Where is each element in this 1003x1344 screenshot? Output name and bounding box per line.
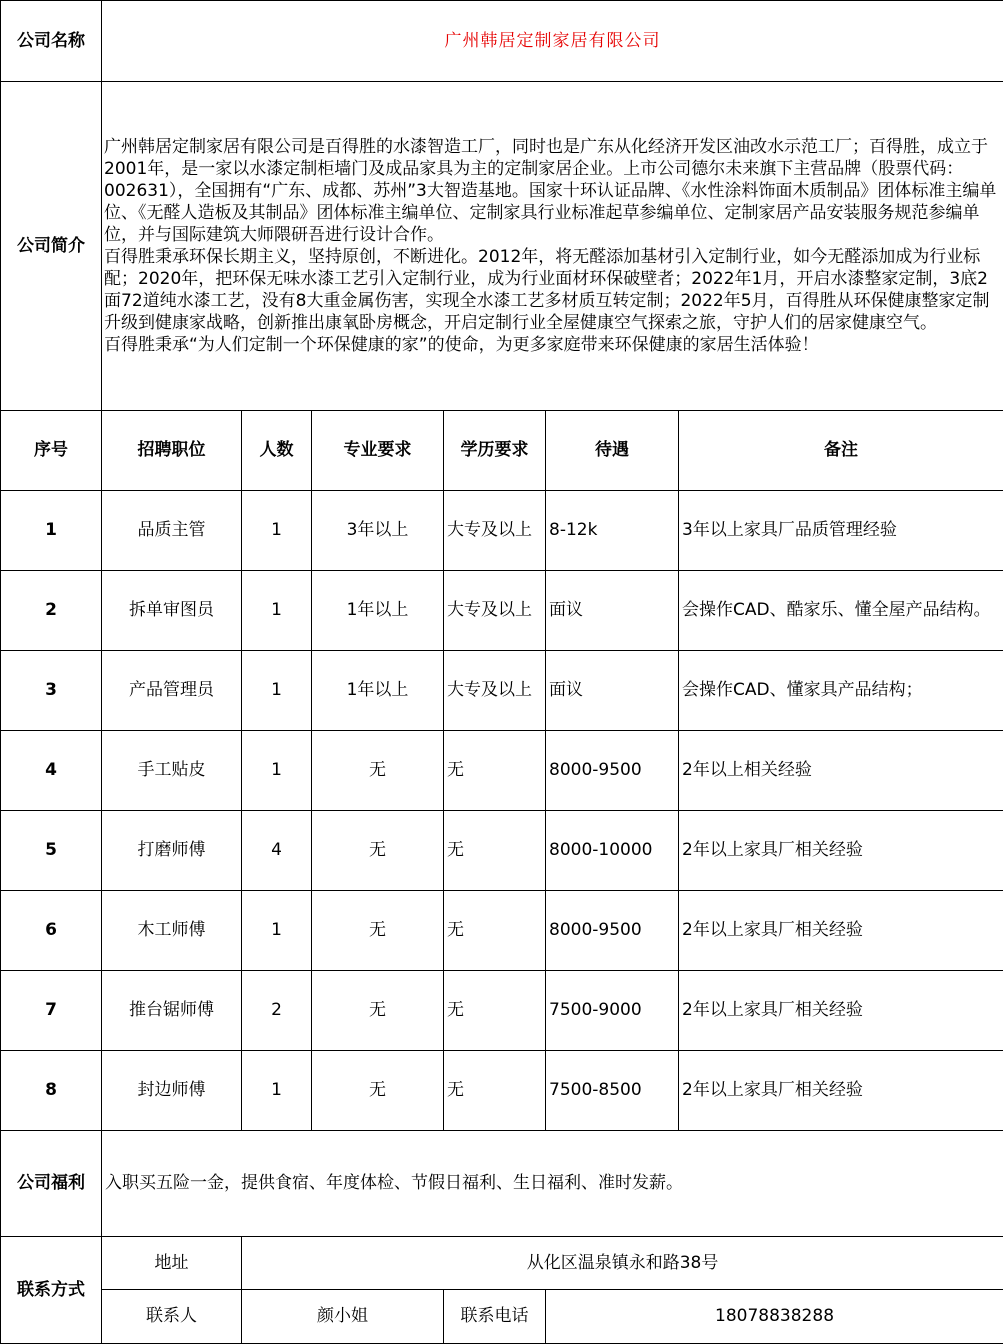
job-education: 大专及以上 xyxy=(444,651,546,731)
job-education: 无 xyxy=(444,891,546,971)
phone-label: 联系电话 xyxy=(444,1290,546,1344)
intro-paragraph: 百得胜秉承“为人们定制一个环保健康的家”的使命，为更多家庭带来环保健康的家居生活体验！ xyxy=(104,334,999,356)
job-position: 手工贴皮 xyxy=(102,731,242,811)
column-header: 序号 xyxy=(1,411,102,491)
job-education: 无 xyxy=(444,811,546,891)
column-header: 学历要求 xyxy=(444,411,546,491)
job-education: 无 xyxy=(444,731,546,811)
jobs-header-row xyxy=(1,411,1003,491)
contact-person-label: 联系人 xyxy=(102,1290,242,1344)
table-row xyxy=(1,811,1003,891)
benefits-row xyxy=(1,1131,1003,1237)
job-education: 大专及以上 xyxy=(444,571,546,651)
column-header: 备注 xyxy=(679,411,1003,491)
company-intro xyxy=(102,82,1003,411)
contact-person-value: 颜小姐 xyxy=(242,1290,444,1344)
job-seq: 7 xyxy=(1,971,102,1051)
benefits-text: 入职买五险一金，提供食宿、年度体检、节假日福利、生日福利、准时发薪。 xyxy=(102,1131,1003,1237)
job-experience: 1年以上 xyxy=(312,651,444,731)
job-position: 封边师傅 xyxy=(102,1051,242,1131)
job-experience: 无 xyxy=(312,811,444,891)
contact-row-person xyxy=(1,1290,1003,1344)
address-value: 从化区温泉镇永和路38号 xyxy=(242,1237,1003,1290)
job-education: 无 xyxy=(444,971,546,1051)
table-row xyxy=(1,891,1003,971)
job-remark: 会操作CAD、懂家具产品结构； xyxy=(679,651,1003,731)
job-headcount: 2 xyxy=(242,971,312,1051)
job-salary: 8000-9500 xyxy=(546,731,679,811)
job-experience: 3年以上 xyxy=(312,491,444,571)
company-intro-label: 公司简介 xyxy=(1,82,102,411)
job-headcount: 4 xyxy=(242,811,312,891)
table-row xyxy=(1,571,1003,651)
job-headcount: 1 xyxy=(242,1051,312,1131)
job-headcount: 1 xyxy=(242,651,312,731)
job-remark: 2年以上相关经验 xyxy=(679,731,1003,811)
intro-paragraph: 百得胜秉承环保长期主义，坚持原创，不断进化。2012年，将无醛添加基材引入定制行业，如今无醛添加成为行业标配；2020年，把环保无味水漆工艺引入定制行业，成为行业面材环保破壁者；2022年1月，开启水漆整家定制，3底2 面72道纯水漆工艺，没有8大重金属伤害，实现全水漆工艺多材质互转定制；2022年5月，百得胜从环保健康整家定制升级到健康家战略，创新推出康氧卧房概念，开启定制行业全屋健康空气探索之旅，守护人们的居家健康空气。 xyxy=(104,246,999,334)
intro-paragraph: 广州韩居定制家居有限公司是百得胜的水漆智造工厂，同时也是广东从化经济开发区油改水示范工厂；百得胜，成立于2001年，是一家以水漆定制柜墙门及成品家具为主的定制家居企业。上市公司德尔未来旗下主营品牌（股票代码：002631），全国拥有“广东、成都、苏州”3大智造基地。国家十环认证品牌、《水性涂料饰面木质制品》团体标准主编单位、《无醛人造板及其制品》团体标准主编单位、定制家具行业标准起草参编单位、定制家居产品安装服务规范参编单位，并与国际建筑大师隈研吾进行设计合作。 xyxy=(104,136,999,246)
job-remark: 2年以上家具厂相关经验 xyxy=(679,971,1003,1051)
job-seq: 2 xyxy=(1,571,102,651)
job-experience: 无 xyxy=(312,891,444,971)
phone-value: 18078838288 xyxy=(546,1290,1003,1344)
job-seq: 5 xyxy=(1,811,102,891)
column-header: 专业要求 xyxy=(312,411,444,491)
company-intro-row xyxy=(1,82,1003,411)
job-salary: 7500-9000 xyxy=(546,971,679,1051)
job-headcount: 1 xyxy=(242,731,312,811)
job-seq: 3 xyxy=(1,651,102,731)
company-name-label: 公司名称 xyxy=(1,1,102,82)
job-experience: 无 xyxy=(312,971,444,1051)
job-salary: 面议 xyxy=(546,651,679,731)
job-headcount: 1 xyxy=(242,571,312,651)
contact-label: 联系方式 xyxy=(1,1237,102,1344)
job-headcount: 1 xyxy=(242,491,312,571)
table-row xyxy=(1,731,1003,811)
job-education: 大专及以上 xyxy=(444,491,546,571)
benefits-label: 公司福利 xyxy=(1,1131,102,1237)
table-row xyxy=(1,971,1003,1051)
job-remark: 3年以上家具厂品质管理经验 xyxy=(679,491,1003,571)
job-seq: 1 xyxy=(1,491,102,571)
company-name: 广州韩居定制家居有限公司 xyxy=(102,1,1003,82)
address-label: 地址 xyxy=(102,1237,242,1290)
contact-row-address xyxy=(1,1237,1003,1290)
job-remark: 会操作CAD、酷家乐、懂全屋产品结构。 xyxy=(679,571,1003,651)
job-experience: 无 xyxy=(312,1051,444,1131)
job-headcount: 1 xyxy=(242,891,312,971)
job-salary: 面议 xyxy=(546,571,679,651)
job-position: 打磨师傅 xyxy=(102,811,242,891)
job-remark: 2年以上家具厂相关经验 xyxy=(679,891,1003,971)
job-seq: 8 xyxy=(1,1051,102,1131)
job-seq: 4 xyxy=(1,731,102,811)
job-salary: 8000-10000 xyxy=(546,811,679,891)
job-position: 木工师傅 xyxy=(102,891,242,971)
table-row xyxy=(1,1051,1003,1131)
job-position: 拆单审图员 xyxy=(102,571,242,651)
job-salary: 8-12k xyxy=(546,491,679,571)
table-row xyxy=(1,491,1003,571)
company-name-row xyxy=(1,1,1003,82)
job-position: 产品管理员 xyxy=(102,651,242,731)
column-header: 人数 xyxy=(242,411,312,491)
job-experience: 1年以上 xyxy=(312,571,444,651)
job-education: 无 xyxy=(444,1051,546,1131)
job-salary: 7500-8500 xyxy=(546,1051,679,1131)
job-position: 推台锯师傅 xyxy=(102,971,242,1051)
table-row xyxy=(1,651,1003,731)
column-header: 待遇 xyxy=(546,411,679,491)
job-experience: 无 xyxy=(312,731,444,811)
job-position: 品质主管 xyxy=(102,491,242,571)
job-remark: 2年以上家具厂相关经验 xyxy=(679,811,1003,891)
column-header: 招聘职位 xyxy=(102,411,242,491)
job-salary: 8000-9500 xyxy=(546,891,679,971)
job-seq: 6 xyxy=(1,891,102,971)
job-remark: 2年以上家具厂相关经验 xyxy=(679,1051,1003,1131)
